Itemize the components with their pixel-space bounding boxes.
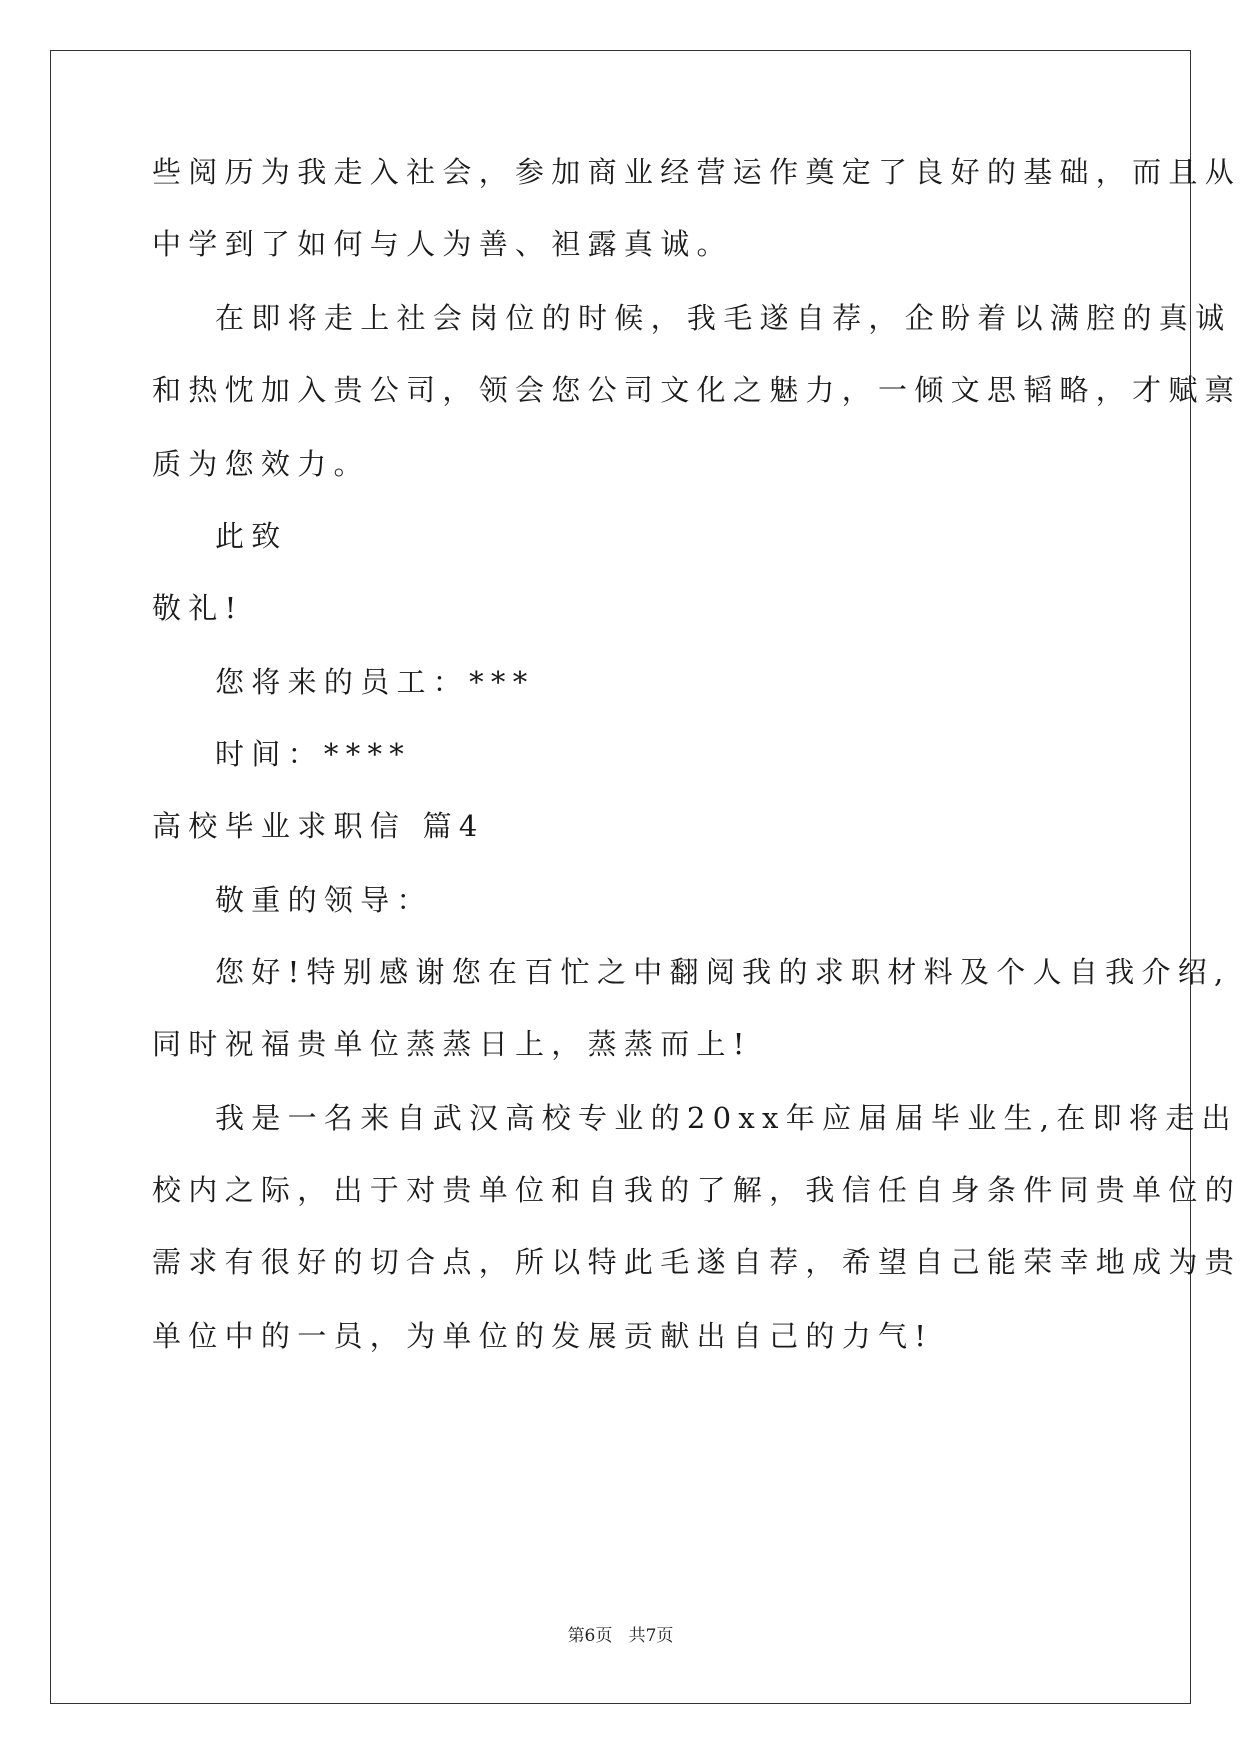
page-total: 共7页 xyxy=(628,1626,674,1646)
body-line: 中学到了如何与人为善、袒露真诚。 xyxy=(152,227,733,261)
body-line: 质为您效力。 xyxy=(152,447,370,481)
date-line: 时间：**** xyxy=(215,737,412,771)
body-line: 校内之际，出于对贵单位和自我的了解，我信任自身条件同贵单位的 xyxy=(152,1173,1241,1207)
body-line: 些阅历为我走入社会，参加商业经营运作奠定了良好的基础，而且从 xyxy=(152,155,1241,189)
page-footer xyxy=(0,1624,1241,1648)
page-number: 第6页 xyxy=(567,1626,613,1646)
greeting-line: 敬重的领导： xyxy=(215,883,433,917)
section-heading: 高校毕业求职信 篇4 xyxy=(152,809,485,843)
closing-salutation: 此致 xyxy=(215,519,288,553)
body-line: 您好!特别感谢您在百忙之中翻阅我的求职材料及个人自我介绍, xyxy=(215,955,1231,989)
closing-regards: 敬礼! xyxy=(152,591,244,625)
body-line: 单位中的一员，为单位的发展贡献出自己的力气! xyxy=(152,1319,934,1353)
body-line: 在即将走上社会岗位的时候，我毛遂自荐，企盼着以满腔的真诚 xyxy=(215,301,1232,335)
body-line: 同时祝福贵单位蒸蒸日上，蒸蒸而上! xyxy=(152,1027,752,1061)
signature-line: 您将来的员工：*** xyxy=(215,665,535,699)
body-line: 我是一名来自武汉高校专业的20xx年应届届毕业生,在即将走出 xyxy=(215,1101,1238,1135)
body-line: 需求有很好的切合点，所以特此毛遂自荐，希望自己能荣幸地成为贵 xyxy=(152,1245,1241,1279)
body-line: 和热忱加入贵公司，领会您公司文化之魅力，一倾文思韬略，才赋禀 xyxy=(152,373,1241,407)
